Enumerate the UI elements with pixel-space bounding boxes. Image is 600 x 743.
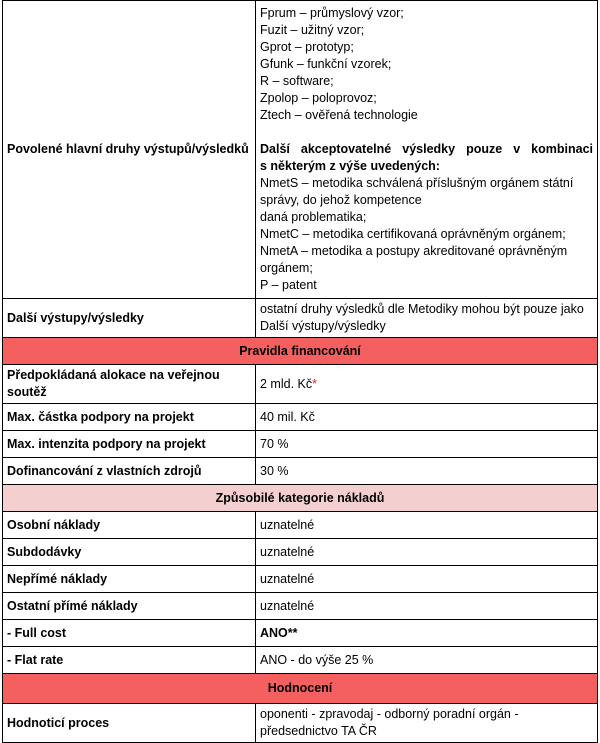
row-value: uznatelné	[256, 566, 598, 593]
row-value	[256, 299, 598, 338]
row-povolene-vystupy	[3, 1, 598, 299]
row-label: Max. intenzita podpory na projekt	[3, 431, 256, 458]
row-label: Max. částka podpory na projekt	[3, 404, 256, 431]
row-label: Osobní náklady	[3, 512, 256, 539]
output-type-line: NmetS – metodika schválená příslušným orgánem státní	[260, 176, 574, 190]
output-type-line: Gprot – prototyp;	[260, 40, 354, 54]
row-label: Dofinancování z vlastních zdrojů	[3, 458, 256, 485]
row-value	[256, 365, 598, 404]
row-value: 30 %	[256, 458, 598, 485]
output-type-line: R – software;	[260, 74, 334, 88]
additional-results-heading: Další akceptovatelné výsledky pouze v kombinaci	[260, 142, 593, 156]
row-dalsi-vystupy	[3, 299, 598, 338]
output-type-line: Ztech – ověřená technologie	[260, 108, 418, 122]
row-value: 40 mil. Kč	[256, 404, 598, 431]
row-label: - Flat rate	[3, 647, 256, 674]
program-parameters-table	[2, 0, 598, 743]
row-alokace	[3, 365, 598, 404]
row-osobni-naklady	[3, 512, 598, 539]
output-type-line: správy, do jehož kompetence	[260, 193, 422, 207]
output-type-line: Gfunk – funkční vzorek;	[260, 57, 392, 71]
row-label: Ostatní přímé náklady	[3, 593, 256, 620]
value-line: Další výstupy/výsledky	[260, 319, 386, 333]
row-value: ANO**	[256, 620, 598, 647]
row-label: Nepřímé náklady	[3, 566, 256, 593]
section-header-hodnoceni	[3, 674, 598, 704]
section-title: Pravidla financování	[3, 338, 598, 365]
output-type-line: NmetC – metodika certifikovaná oprávněným orgánem;	[260, 227, 566, 241]
row-value: uznatelné	[256, 593, 598, 620]
value-line: oponenti - zpravodaj - odborný poradní orgán -	[260, 707, 519, 721]
row-label: Subdodávky	[3, 539, 256, 566]
row-neprime-naklady	[3, 566, 598, 593]
row-value: ANO - do výše 25 %	[256, 647, 598, 674]
output-type-line: Zpolop – poloprovoz;	[260, 91, 377, 105]
output-type-line: P – patent	[260, 278, 317, 292]
output-type-line: NmetA – metodika a postupy akreditované oprávněným	[260, 244, 568, 258]
row-full-cost	[3, 620, 598, 647]
section-header-financovani	[3, 338, 598, 365]
additional-results-heading-cont: s některým z výše uvedených:	[260, 159, 440, 173]
section-title: Způsobilé kategorie nákladů	[3, 485, 598, 512]
row-dofinancovani	[3, 458, 598, 485]
row-subdodavky	[3, 539, 598, 566]
section-title: Hodnocení	[3, 674, 598, 704]
row-max-intenzita	[3, 431, 598, 458]
spacer	[260, 124, 593, 141]
row-hodnotici-proces	[3, 704, 598, 743]
row-ostatni-prime-naklady	[3, 593, 598, 620]
value-text: 2 mld. Kč	[260, 376, 313, 391]
output-type-line: Fuzit – užitný vzor;	[260, 23, 365, 37]
row-label: Další výstupy/výsledky	[3, 299, 256, 338]
row-value: uznatelné	[256, 512, 598, 539]
row-max-castka	[3, 404, 598, 431]
row-label: - Full cost	[3, 620, 256, 647]
row-flat-rate	[3, 647, 598, 674]
row-label: Hodnoticí proces	[3, 704, 256, 743]
row-value	[256, 704, 598, 743]
row-value: uznatelné	[256, 539, 598, 566]
row-value	[256, 1, 598, 299]
output-type-line: daná problematika;	[260, 210, 367, 224]
value-line: předsednictvo TA ČR	[260, 724, 377, 738]
section-header-naklady	[3, 485, 598, 512]
output-type-line: Fprum – průmyslový vzor;	[260, 6, 404, 20]
value-line: ostatní druhy výsledků dle Metodiky mohou být pouze jako	[260, 302, 584, 316]
output-type-line: orgánem;	[260, 261, 313, 275]
row-value: 70 %	[256, 431, 598, 458]
footnote-mark: *	[312, 376, 317, 391]
row-label: Předpokládaná alokace na veřejnou soutěž	[3, 365, 256, 404]
row-label: Povolené hlavní druhy výstupů/výsledků	[3, 1, 256, 299]
